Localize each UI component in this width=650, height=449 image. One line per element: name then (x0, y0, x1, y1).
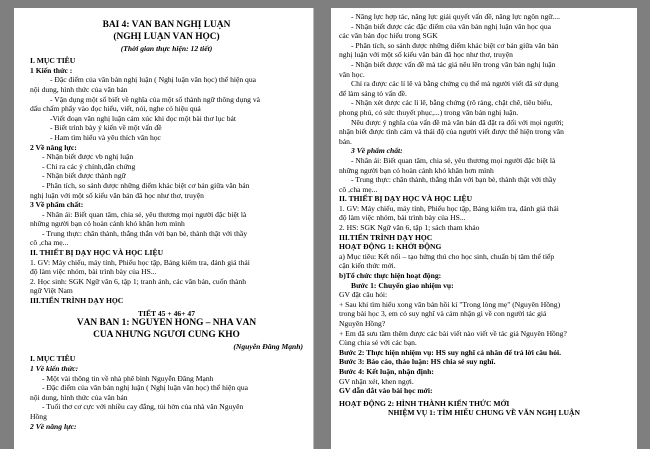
text-line: III.TIẾN TRÌNH DẠY HỌC (339, 232, 433, 242)
text-line: - Phân tích, so sánh được những điểm khác biệt cơ bản giữa văn bản (351, 40, 559, 50)
text-line: GV nhận xét, khen ngợi. (339, 376, 414, 386)
text-line: I. MỤC TIÊU (30, 354, 76, 364)
text-line: - Nhận biết được thành ngữ (42, 171, 126, 181)
text-line: - Nhận biết được các đặc điểm của văn bản nghị luận văn học qua (351, 21, 552, 31)
text-line: VĂN BẢN 1: NGUYÊN HỒNG – NHÀ VĂN (76, 318, 257, 329)
text-line: Hồng (30, 411, 47, 421)
text-line: cô ,cha mẹ... (339, 184, 378, 194)
text-line: các văn bản đọc hiểu trong SGK (339, 31, 438, 41)
text-line: 2 Về năng lực: (30, 421, 77, 431)
text-line: HOẠT ĐỘNG 1: KHỞI ĐỘNG (339, 242, 442, 252)
text-line: 3 Về phẩm chất: (351, 146, 403, 156)
text-line: - Tuổi thơ cơ cực với nhiều cay đắng, tủi hờn của nhà văn Nguyên (42, 402, 244, 412)
text-line: Bước 4: Kết luận, nhận định: (339, 366, 434, 376)
text-line: nội dung, hình thức của văn bản (30, 84, 128, 94)
text-line: nhận biết được tình cảm và thái độ của người viết được thể hiện trong văn (339, 127, 564, 137)
text-line: a) Mục tiêu: Kết nối – tạo hứng thú cho học sinh, chuẩn bị tâm thế tiếp (339, 251, 555, 261)
text-line: I. MỤC TIÊU (30, 56, 76, 66)
text-line: - Một vài thông tin về nhà phê bình Nguyễn Đăng Mạnh (42, 373, 214, 383)
text-line: - Nhận biết được vấn đề mà tác giả nêu lên trong văn bản nghị luận (351, 59, 556, 69)
text-line: Nêu được ý nghĩa của vấn đề mà văn bản đã đặt ra đối với mọi người; (351, 117, 564, 127)
document-page-left (14, 8, 314, 449)
text-line: những người bạn có hoàn cảnh khó khăn hơn mình (339, 165, 494, 175)
text-line: II. THIẾT BỊ DẠY HỌC VÀ HỌC LIỆU (30, 248, 164, 258)
text-line: HOẠT ĐỘNG 2: HÌNH THÀNH KIẾN THỨC MỚI (339, 398, 510, 408)
text-line: CỦA NHỮNG NGƯỜI CÙNG KHỔ (93, 330, 240, 341)
text-line: phong phú, có sức thuyết phục,...) trong văn bản nghị luận. (339, 107, 519, 117)
text-line: - Vận dụng một số biết về nghĩa của một số thành ngữ thông dụng và (50, 94, 261, 104)
document-page-right (331, 8, 637, 449)
text-line: độ làm việc nhóm, bài trình bày của HS... (339, 213, 466, 223)
text-line: cận kiến thức mới. (339, 261, 396, 271)
text-line: 2. Học sinh: SGK Ngữ văn 6, tập 1; tranh ảnh, các văn bản, cuốn thành (30, 276, 247, 286)
text-line: Bước 3: Báo cáo, thảo luận: HS chia sẻ suy nghĩ. (339, 357, 496, 367)
text-line: - Đặc điểm của văn bản nghị luận ( Nghị luận văn học) thể hiện qua (50, 75, 257, 85)
text-line: 1. GV: Máy chiếu, máy tính, Phiếu học tập, Bảng kiểm tra, đánh giá thái (339, 203, 559, 213)
text-line: - Trung thực: chân thành, thẳng thắn với bạn bè, thành thật với thầy (42, 228, 248, 238)
text-line: nghị luận với một số kiểu văn bản đã học như thơ, truyện (30, 190, 204, 200)
text-line: - Biết trình bày ý kiến về một vấn đề (50, 123, 162, 133)
text-line: cô ,cha mẹ... (30, 238, 69, 248)
text-line: II. THIẾT BỊ DẠY HỌC VÀ HỌC LIỆU (339, 194, 473, 204)
text-line: -Viết đoạn văn nghị luận cảm xúc khi đọc một bài thơ lục bát (50, 113, 236, 123)
text-line: những người bạn có hoàn cảnh khó khăn hơn mình (30, 219, 185, 229)
text-line: độ làm việc nhóm, bài trình bày của HS... (30, 267, 157, 277)
text-line: + Em đã sưu tầm thêm được các bài viết nào viết về tác giả Nguyên Hồng? (339, 328, 567, 338)
text-line: + Sau khi tìm hiểu xong văn bản hồi kí "Trong lòng mẹ" (Nguyên Hồng) (339, 299, 561, 309)
text-line: (Nguyễn Đăng Mạnh) (233, 341, 303, 351)
text-line: - Chỉ ra các ý chính,dẫn chứng (42, 161, 136, 171)
text-line: 2 Về năng lực: (30, 142, 77, 152)
text-line: 2. HS: SGK Ngữ văn 6, tập 1; sách tham khảo (339, 223, 480, 233)
text-line: - Năng lực hợp tác, năng lực giải quyết vấn đề, năng lực ngôn ngữ.... (351, 12, 561, 21)
text-line: 1. GV: Máy chiếu, máy tính, Phiếu học tập, Bảng kiểm tra, đánh giá thái (30, 257, 250, 267)
text-line: nội dung, hình thức của văn bản (30, 392, 128, 402)
text-line: NHIỆM VỤ 1: TÌM HIỂU CHUNG VỀ VĂN NGHỊ LUẬN (387, 408, 581, 418)
text-line: ngữ Việt Nam (30, 286, 73, 296)
text-line: Bước 1: Chuyển giao nhiệm vụ: (351, 280, 454, 290)
text-line: III.TIẾN TRÌNH DẠY HỌC (30, 296, 124, 306)
text-line: GV dẫn dắt vào bài học mới: (339, 386, 433, 396)
text-line: TIẾT 45 + 46+ 47 (137, 308, 196, 318)
text-line: - Nhân ái: Biết quan tâm, chia sẻ, yêu thương mọi người đặc biệt là (351, 155, 556, 165)
text-line: bản. (339, 136, 352, 146)
text-line: dấu chấm phẩy vào đọc hiểu, viết, nói, nghe có hiệu quả (30, 104, 201, 114)
text-line: - Đặc điểm của văn bản nghị luận ( Nghị luận văn học) thể hiện qua (42, 383, 249, 393)
text-line: b)Tổ chức thực hiện hoạt động: (339, 271, 442, 281)
text-line: Bước 2: Thực hiện nhiệm vụ: HS suy nghĩ cá nhân để trả lời câu hỏi. (339, 347, 562, 357)
text-line: nghị luận với một số kiểu văn bản đã học như thơ, truyện (339, 50, 513, 60)
text-line: 3 Về phẩm chất: (30, 200, 84, 210)
text-line: - Trung thực: chân thành, thẳng thắn với bạn bè, thành thật với thầy (351, 175, 557, 185)
text-line: - Nhận xét được các lí lẽ, bằng chứng (rõ ràng, chặt chẽ, tiêu biểu, (351, 98, 553, 108)
text-line: để làm sáng tỏ vấn đề. (339, 88, 407, 98)
text-line: 1 Kiến thức : (30, 65, 73, 75)
text-line: văn học. (339, 69, 365, 79)
text-line: - Ham tìm hiểu và yêu thích văn học (50, 132, 161, 142)
text-line: Chỉ ra được các lí lẽ và bằng chứng cụ thể mà người viết đã sử dụng (351, 79, 559, 89)
text-line: (NGHỊ LUẬN VĂN HỌC) (113, 31, 220, 42)
text-line: - Nhận biết được vb nghị luận (42, 152, 134, 162)
text-line: trong bài học 3, em có suy nghĩ và cảm nhận gì về con người tác giả (339, 309, 547, 319)
text-line: - Phân tích, so sánh được những điểm khác biệt cơ bản giữa văn bản (42, 180, 250, 190)
text-line: Nguyên Hồng? (339, 319, 386, 328)
text-line: (Thời gian thực hiện: 12 tiết) (120, 43, 213, 53)
text-line: GV đặt câu hỏi: (339, 290, 388, 300)
text-line: Cùng chia sẻ với các bạn. (339, 338, 417, 348)
text-line: - Nhân ái: Biết quan tâm, chia sẻ, yêu thương mọi người đặc biệt là (42, 209, 247, 219)
text-line: 1 Về kiến thức: (30, 364, 79, 373)
text-line: BÀI 4: VĂN BẢN NGHỊ LUẬN (102, 20, 231, 30)
